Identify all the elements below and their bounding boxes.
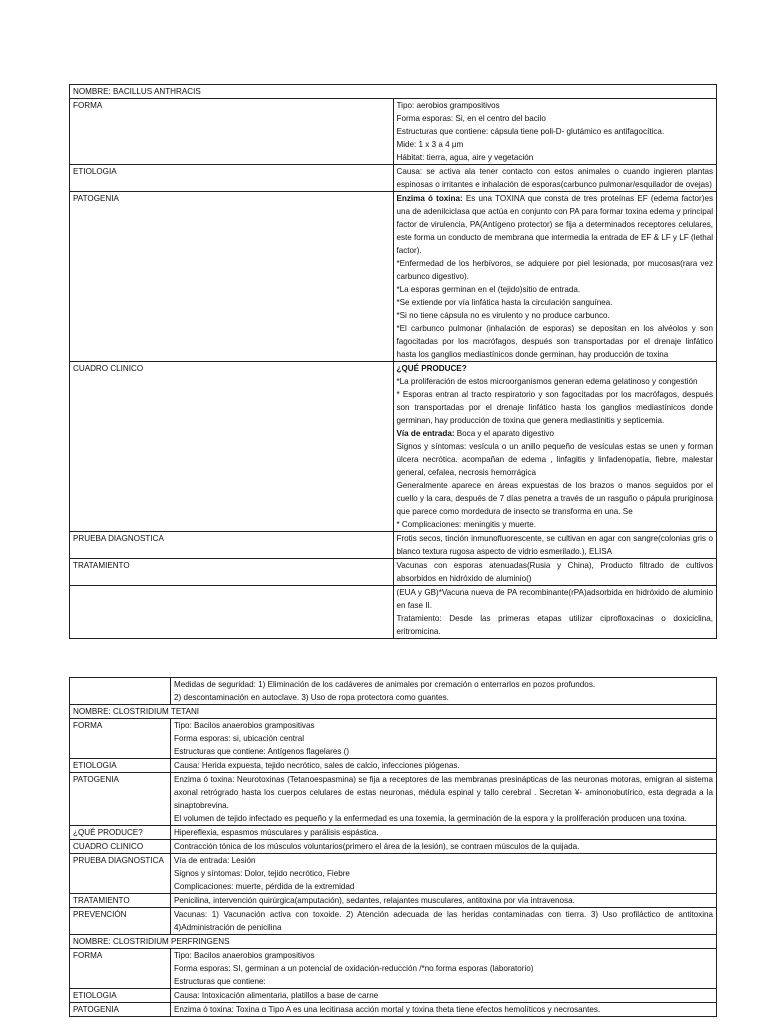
text-line: * Complicaciones: meningitis y muerte. <box>396 520 536 529</box>
row-content <box>171 854 717 894</box>
text-line: Mide: 1 x 3 a 4 µm <box>396 140 464 149</box>
row-label: PREVENCIÓN <box>70 908 171 935</box>
row-label: FORMA <box>70 99 394 165</box>
row-content <box>171 1003 717 1017</box>
table-row <box>70 719 717 759</box>
table-title: NOMBRE: CLOSTRIDIUM PERFRINGENS <box>70 935 717 949</box>
row-content <box>171 949 717 989</box>
table-title: NOMBRE: BACILLUS ANTHRACIS <box>70 85 717 99</box>
text-line: *El carbunco pulmonar (inhalación de esporas) se depositan en los alvéolos y son fagocitadas por los macrófagos, después son transportadas por el drenaje linfático hasta los ganglios mediastínicos donde germinan, hay producción de toxina <box>396 324 713 359</box>
row-content <box>171 989 717 1003</box>
section-heading: ¿QUÉ PRODUCE? <box>396 364 467 373</box>
table-row <box>70 1003 717 1017</box>
text-line: Tratamiento: Desde las primeras etapas utilizar ciprofloxacinas o doxiciclina, eritromicina. <box>396 614 713 636</box>
text-line: Medidas de seguridad: 1) Eliminación de los cadáveres de animales por cremación o enterrarlos en pozos profundos. <box>174 680 596 689</box>
table-row <box>70 826 717 840</box>
row-content <box>171 773 717 826</box>
row-content <box>171 908 717 935</box>
table-row <box>70 854 717 894</box>
table-row <box>70 192 717 362</box>
table-row <box>70 949 717 989</box>
text-line: *Si no tiene cápsula no es virulento y no produce carbunco. <box>396 311 610 320</box>
row-content <box>171 719 717 759</box>
table-row <box>70 894 717 908</box>
text-line: Penicilina, intervención quirúrgica(amputación), sedantes, relajantes musculares, antitoxina por vía intravenosa. <box>174 896 575 905</box>
text-run: Es una TOXINA que consta de tres proteínas EF (edema factor)es una de adenilciclasa que actúa en conjunto con PA para formar toxina edema y principal factor de virulencia, PA(Antígeno protector) se fija a determinados receptores celulares, este forma un conducto de membrana que intermedia la entrada de EF & LF y LF (lethal factor). <box>396 194 713 255</box>
text-line: Tipo: aerobios grampositivos <box>396 101 500 110</box>
table-row <box>70 586 717 639</box>
text-line <box>397 192 714 257</box>
row-label: PRUEBA DIAGNOSTICA <box>70 532 394 559</box>
text-line: Causa: Intoxicación alimentaria, platillos a base de carne <box>174 991 379 1000</box>
text-line: Estructuras que contiene: Antígenos flagelares () <box>174 747 350 756</box>
text-line: Generalmente aparece en áreas expuestas de los brazos o manos seguidos por el cuello y la cara, después de 7 días penetra a través de un rasguño o pápula pruriginosa que parece como mordedura de insecto se transforma en una. Se <box>396 481 713 516</box>
text-line: Estructuras que contiene: <box>174 977 266 986</box>
row-label <box>70 678 171 705</box>
text-line: *Enfermedad de los herbívoros, se adquiere por piel lesionada, por mucosas(rara vez carbunco digestivo). <box>396 259 713 281</box>
text-line <box>397 427 714 440</box>
row-label: TRATAMIENTO <box>70 894 171 908</box>
text-line: Frotis secos, tinción inmunofluorescente, se cultivan en agar con sangre(colonias gris o blanco textura rugosa aspecto de vidrio esmerilado.), ELISA <box>396 534 713 556</box>
table-title: NOMBRE: CLOSTRIDIUM TETANI <box>70 705 717 719</box>
row-label: CUADRO CLINICO <box>70 362 394 532</box>
table-row <box>70 678 717 705</box>
text-line: Vacunas con esporas atenuadas(Rusia y China), Producto filtrado de cultivos absorbidos en hidróxido de aluminio() <box>396 561 713 583</box>
row-content <box>393 362 717 532</box>
row-label: FORMA <box>70 719 171 759</box>
text-line: Signos y síntomas: Dolor, tejido necrótico, Fiebre <box>174 869 350 878</box>
row-label: ¿QUÉ PRODUCE? <box>70 826 171 840</box>
table-row <box>70 165 717 192</box>
text-line: Enzima ó toxina: Neurotoxinas (Tetanoespasmina) se fija a receptores de las membranas presinápticas de las neuronas motoras, emigran al sistema axonal retrógrado hasta los cuerpos celulares de estas neuronas, médula espinal y tallo cerebral . Secretan ¥- aminonobutírico, esta degrada a la sinaptobrevina. <box>174 775 713 810</box>
text-run: Boca y el aparato digestivo <box>454 429 554 438</box>
row-content <box>171 840 717 854</box>
text-line: El volumen de tejido infectado es pequeño y la enfermedad es una toxemia, la germinación de la espora y la proliferación producen una toxina. <box>174 814 687 823</box>
table-row <box>70 532 717 559</box>
text-line: Forma esporas: Si, en el centro del bacilo <box>396 114 546 123</box>
row-content <box>393 192 717 362</box>
text-line: Tipo: Bacilos anaerobios grampositivas <box>174 721 315 730</box>
row-label: CUADRO CLINICO <box>70 840 171 854</box>
text-line: (EUA y GB)*Vacuna nueva de PA recombinante(rPA)adsorbida en hidróxido de aluminio en fase II. <box>396 588 713 610</box>
text-line: Forma esporas: SI, germinan a un potencial de oxidación-reducción /*no forma esporas (laboratorio) <box>174 964 534 973</box>
text-line: Causa: Herida expuesta, tejido necrótico, sales de calcio, infecciones piógenas. <box>174 761 460 770</box>
row-label: PRUEBA DIAGNOSTICA <box>70 854 171 894</box>
text-line: Hipereflexia, espasmos músculares y parálisis espástica. <box>174 828 379 837</box>
row-content <box>393 586 717 639</box>
text-line: Estructuras que contiene: cápsula tiene poli-D- glutámico es antifagocítica. <box>396 127 665 136</box>
row-label: FORMA <box>70 949 171 989</box>
table-row <box>70 840 717 854</box>
bold-lead: Vía de entrada: <box>396 429 455 438</box>
text-line: 2) descontaminación en autoclave. 3) Uso de ropa protectora como guantes. <box>174 693 449 702</box>
text-line: * Esporas entran al tracto respiratorio y son fagocitadas por los macrófagos, después son transportadas por el drenaje linfático hasta los ganglios mediastínicos donde germinan, hay producción de toxina que genera mediastinitis y septicemia. <box>396 390 713 425</box>
table-row <box>70 759 717 773</box>
text-line: Hábitat: tierra, agua, aire y vegetación <box>396 153 534 162</box>
row-label: TRATAMIENTO <box>70 559 394 586</box>
bold-lead: Enzima ó toxina: <box>396 194 463 203</box>
row-label: PATOGENIA <box>70 1003 171 1017</box>
table-row <box>70 989 717 1003</box>
text-line: Causa: se activa ala tener contacto con estos animales o cuando ingieren plantas espinosas o irritantes e inhalación de esporas(carbunco pulmonar/esquilador de ovejas) <box>396 167 713 189</box>
text-line: Tipo: Bacilos anaerobios grampositivos <box>174 951 315 960</box>
row-content <box>393 559 717 586</box>
text-line: *Se extiende por vía linfática hasta la circulación sanguínea. <box>396 298 613 307</box>
table-row <box>70 362 717 532</box>
row-label: PATOGENIA <box>70 773 171 826</box>
clostridium-table <box>69 677 717 1017</box>
text-line: Complicaciones: muerte, pérdida de la extremidad <box>174 882 355 891</box>
row-label: ETIOLOGIA <box>70 989 171 1003</box>
row-content <box>393 532 717 559</box>
row-content <box>171 678 717 705</box>
text-line: Forma esporas: si, ubicación central <box>174 734 305 743</box>
text-line: Signos y síntomas: vesícula o un anillo pequeño de vesículas estas se unen y forman úlcera necrótica. acompañan de edema , linfagitis y linfadenopatía, fiebre, malestar general, cefalea, necrosis hemorrágica <box>396 442 713 477</box>
row-content <box>171 826 717 840</box>
text-line: Enzima ó toxina: Toxina α Tipo A es una lecitinasa acción mortal y toxina theta tiene efectos hemolíticos y necrosantes. <box>174 1005 601 1014</box>
text-line: Vía de entrada: Lesión <box>174 856 256 865</box>
text-line: *La proliferación de estos microorganismos generan edema gelatinoso y congestión <box>396 377 698 386</box>
text-line: Vacunas: 1) Vacunación activa con toxoide. 2) Atención adecuada de las heridas contaminadas con tierra. 3) Uso profiláctico de antitoxina 4)Administración de penicilina <box>174 910 713 932</box>
bacillus-anthracis-table <box>69 84 717 639</box>
table-row <box>70 773 717 826</box>
row-label <box>70 586 394 639</box>
table-row <box>70 908 717 935</box>
row-content <box>393 99 717 165</box>
table-row <box>70 99 717 165</box>
row-label: ETIOLOGIA <box>70 759 171 773</box>
row-content <box>171 894 717 908</box>
table-row <box>70 559 717 586</box>
row-label: PATOGENIA <box>70 192 394 362</box>
text-line: *La esporas germinan en el (tejido)sitio de entrada. <box>396 285 581 294</box>
row-label: ETIOLOGIA <box>70 165 394 192</box>
row-content <box>171 759 717 773</box>
text-line: Contracción tónica de los músculos voluntarios(primero el área de la lesión), se contraen músculos de la quijada. <box>174 842 580 851</box>
row-content <box>393 165 717 192</box>
